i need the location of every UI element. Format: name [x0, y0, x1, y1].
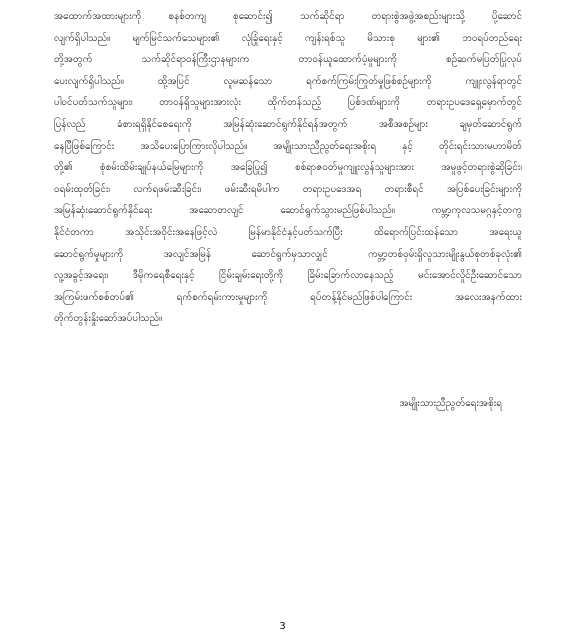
paragraph-line: ပါဝင်ပတ်သက်သူများ၊ တာဝန်ရှိသူများအားလုံး ထိုက်တန်သည့် ပြစ်ဒဏ်များကို တရားဥပဒေရှေ့မှောက်တွင် — [54, 97, 522, 109]
signature-line: အမျိုးသားညီညွတ်ရေးအစိုးရ — [399, 398, 502, 409]
paragraph-line: နိုင်ငံတကာ အသိုင်းအဝိုင်းအနေဖြင့်လဲ မြန်မာနိုင်ငံနှင့်ပတ်သက်ပြီး ထိရောက်ပြင်းထန်သော အရေးယူ — [54, 226, 522, 238]
paragraph-line: ဆောင်ရွက်မှုများကို အလျင်အမြန် ဆောင်ရွက်မှသာလျှင် ကမ္ဘာ့တစ်ဝှမ်းရှိလူသားမျိုးနွယ်စုတစ်ခုလုံး၏ — [54, 248, 522, 260]
paragraph-line: အမြန်ဆုံးဆောင်ရွက်နိုင်ရေး အဆောတလျင် ဆောင်ရွက်သွားမည်ဖြစ်ပါသည်။ ကမ္ဘာ့ကုလသမဂ္ဂနှင့်တကွ — [54, 205, 522, 217]
paragraph-line: ပြန်လည် ခံစားရရှိနိုင်စေရေးကို အမြန်ဆုံးဆောင်ရွက်နိုင်ရန်အတွက် အစီအစဉ်များ ချမှတ်ဆောင်ရွက် — [54, 118, 522, 130]
paragraph-line: ပေးလျက်ရှိပါသည်။ ထို့အပြင် လူမဆန်သော ရက်စက်ကြမ်းကြုတ်မှုဖြစ်စဉ်များကို ကျူးလွန်ရာတွင် — [54, 75, 522, 87]
paragraph-line: အထောက်အထားများကို စနစ်တကျ စုဆောင်း၍ သက်ဆိုင်ရာ တရားစွဲအဖွဲ့အစည်းများသို့ ပို့ဆောင် — [54, 11, 522, 22]
paragraph-line: လျက်ရှိပါသည်။ မျက်မြင်သက်သေများ၏ လုံခြုံရေးနှင့် ကျန်းရစ်သူ မိသားစု များ၏ ဘဝရပ်တည်ရေး — [54, 32, 522, 44]
paragraph-line: လူ့အခွင့်အရေး၊ ဒီမိုကရေစီရေးနှင့် ငြိမ်းချမ်းရေးတို့ကို ခြိမ်းခြောက်လာနေသည့် မင်းအောင်လှိုင်ဦးဆောင်သော — [54, 270, 522, 282]
page-number: 3 — [279, 621, 286, 632]
paragraph-line: တိုက်တွန်းနှိုးဆော်အပ်ပါသည်။ — [54, 313, 163, 325]
paragraph-line: တို့အတွက် သက်ဆိုင်ရာဝန်ကြီးဌာနများက တာဝန်ယူထောက်ပံ့မှုများကို စဉ်ဆက်မပြတ်ပြုလုပ် — [54, 54, 522, 66]
paragraph-line: နေပြီဖြစ်ကြောင်း အသိပေးပြောကြားလိုပါသည်။ အမျိုးသားညီညွတ်ရေးအစိုးရ နှင့် တိုင်းရင်းသားမဟာမိတ် — [54, 140, 522, 152]
paragraph-line: အကြမ်းဖက်စစ်တပ်၏ ရက်စက်ရမ်းကားမှုများကို ရပ်တန့်နိုင်မည်ဖြစ်ပါကြောင်း အလေးအနက်ထား — [54, 291, 522, 303]
paragraph-line: တို့၏ စုံစမ်းထိမ်းချုပ်နယ်မြေများကို အခြေပြု၍ စစ်ရာဇဝတ်မှုကျူးလွန်သူများအား အမှုဖွင့်တရားစွဲဆိုခြင်း၊ — [54, 162, 522, 174]
paragraph-line: ဝရမ်းထုတ်ခြင်း၊ လက်ရဖမ်းဆီးခြင်း၊ ဖမ်းဆီးရမိပါက တရားဥပဒေအရ တရားစီရင် အပြစ်ပေးခြင်းများကို — [54, 183, 522, 195]
body-paragraph — [54, 6, 522, 330]
